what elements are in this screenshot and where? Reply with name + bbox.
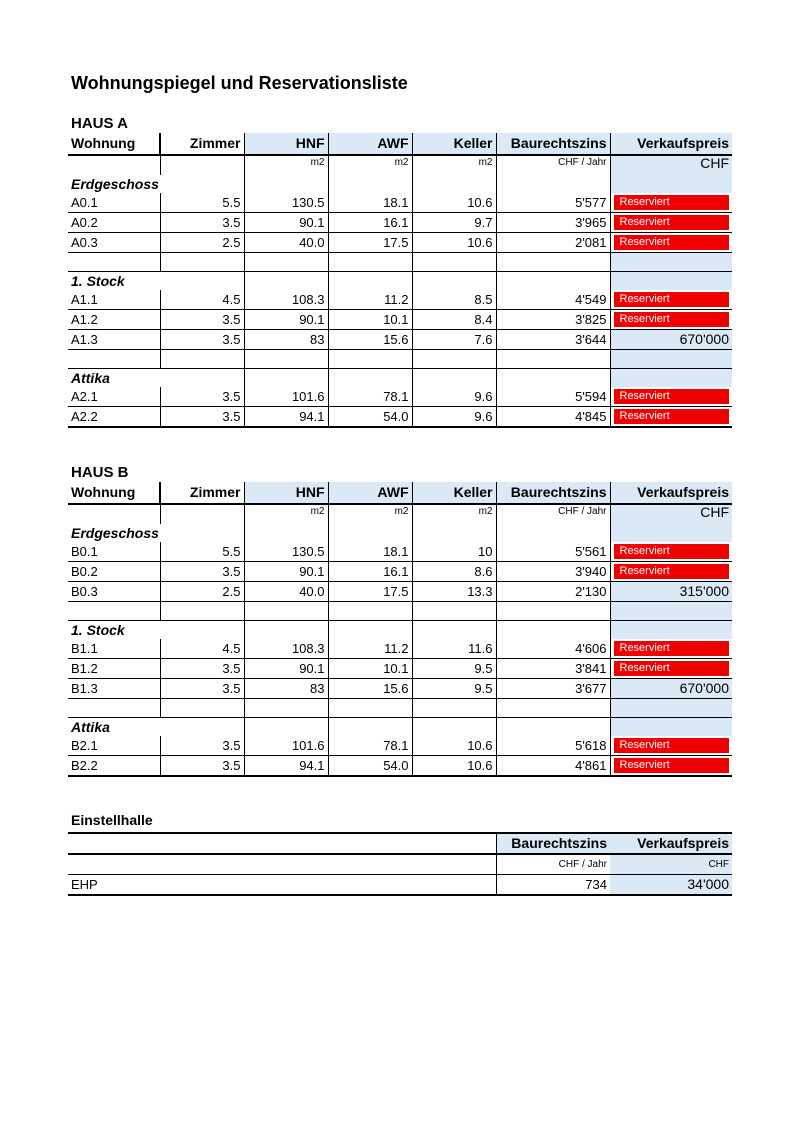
table-header-row <box>68 482 732 504</box>
unit-verkaufspreis: CHF <box>610 155 732 175</box>
section-cell <box>496 621 610 640</box>
section-cell <box>412 621 496 640</box>
cell-hnf: 90.1 <box>244 562 328 582</box>
section-label: 1. Stock <box>71 622 125 638</box>
reserved-badge: Reserviert <box>614 544 730 559</box>
section-cell <box>610 175 732 193</box>
reserved-badge: Reserviert <box>614 661 730 676</box>
section-cell <box>496 524 610 542</box>
einstellhalle-units-blank <box>68 854 496 875</box>
cell-wohnung: A0.2 <box>68 213 160 233</box>
section-cell <box>610 524 732 542</box>
cell-keller: 9.5 <box>412 659 496 679</box>
header-baurechtszins: Baurechtszins <box>496 133 610 155</box>
cell-keller: 10.6 <box>412 736 496 756</box>
table-row <box>68 387 732 407</box>
einstellhalle-unit-verkaufspreis: CHF <box>610 854 732 875</box>
cell-wohnung: B2.1 <box>68 736 160 756</box>
spacer-cell <box>328 253 412 272</box>
section-cell <box>328 621 412 640</box>
cell-verkaufspreis <box>610 193 732 213</box>
cell-zimmer: 3.5 <box>160 659 244 679</box>
cell-baurechtszins: 4'606 <box>496 639 610 659</box>
section-row <box>68 175 732 193</box>
spacer-cell <box>328 350 412 369</box>
table-row <box>68 233 732 253</box>
cell-keller: 11.6 <box>412 639 496 659</box>
unit-awf: m2 <box>328 155 412 175</box>
section-row <box>68 272 732 291</box>
cell-keller: 9.5 <box>412 679 496 699</box>
cell-hnf: 90.1 <box>244 310 328 330</box>
cell-keller: 13.3 <box>412 582 496 602</box>
cell-hnf: 108.3 <box>244 639 328 659</box>
cell-hnf: 90.1 <box>244 659 328 679</box>
header-awf: AWF <box>328 133 412 155</box>
spacer-cell <box>244 350 328 369</box>
einstellhalle-header-verkaufspreis: Verkaufspreis <box>610 833 732 854</box>
cell-awf: 10.1 <box>328 659 412 679</box>
section-cell <box>412 369 496 388</box>
spacer-cell <box>160 350 244 369</box>
section-cell <box>412 175 496 193</box>
cell-awf: 54.0 <box>328 756 412 777</box>
section-cell <box>610 718 732 737</box>
cell-wohnung: B1.2 <box>68 659 160 679</box>
cell-zimmer: 3.5 <box>160 330 244 350</box>
table-row <box>68 310 732 330</box>
cell-zimmer: 4.5 <box>160 639 244 659</box>
section-cell <box>244 524 328 542</box>
reserved-badge: Reserviert <box>614 389 730 404</box>
section-spacer <box>68 699 732 718</box>
cell-hnf: 40.0 <box>244 582 328 602</box>
section-cell <box>328 272 412 291</box>
cell-hnf: 83 <box>244 679 328 699</box>
header-keller: Keller <box>412 133 496 155</box>
cell-awf: 15.6 <box>328 330 412 350</box>
section-cell <box>610 369 732 388</box>
section-cell <box>244 175 328 193</box>
cell-wohnung: A0.1 <box>68 193 160 213</box>
unit-baurechtszins: CHF / Jahr <box>496 504 610 524</box>
table-units-row <box>68 504 732 524</box>
spacer-cell <box>68 602 160 621</box>
cell-zimmer: 4.5 <box>160 290 244 310</box>
unit-blank <box>68 155 160 175</box>
unit-blank <box>160 504 244 524</box>
cell-keller: 9.7 <box>412 213 496 233</box>
table-row <box>68 756 732 777</box>
cell-wohnung: B0.2 <box>68 562 160 582</box>
spacer-cell <box>160 253 244 272</box>
cell-baurechtszins: 5'594 <box>496 387 610 407</box>
einstellhalle-title: Einstellhalle <box>71 812 153 828</box>
table-row <box>68 639 732 659</box>
einstellhalle-header-row <box>68 833 732 854</box>
section-spacer <box>68 253 732 272</box>
section-label: Erdgeschoss <box>71 525 159 541</box>
table-row <box>68 407 732 428</box>
spacer-cell <box>68 699 160 718</box>
cell-hnf: 101.6 <box>244 736 328 756</box>
cell-awf: 17.5 <box>328 582 412 602</box>
house-title: HAUS B <box>71 464 129 481</box>
section-cell <box>610 272 732 291</box>
cell-hnf: 130.5 <box>244 193 328 213</box>
cell-zimmer: 5.5 <box>160 542 244 562</box>
cell-zimmer: 3.5 <box>160 756 244 777</box>
header-zimmer: Zimmer <box>160 133 244 155</box>
cell-verkaufspreis <box>610 310 732 330</box>
cell-keller: 9.6 <box>412 387 496 407</box>
cell-verkaufspreis <box>610 639 732 659</box>
table-header-row <box>68 133 732 155</box>
cell-awf: 18.1 <box>328 193 412 213</box>
cell-verkaufspreis <box>610 387 732 407</box>
section-cell <box>412 718 496 737</box>
einstellhalle-header-baurechtszins: Baurechtszins <box>496 833 610 854</box>
cell-verkaufspreis <box>610 562 732 582</box>
cell-zimmer: 2.5 <box>160 233 244 253</box>
header-awf: AWF <box>328 482 412 504</box>
cell-keller: 10.6 <box>412 756 496 777</box>
table-row <box>68 679 732 699</box>
cell-keller: 8.6 <box>412 562 496 582</box>
cell-wohnung: B1.3 <box>68 679 160 699</box>
reserved-badge: Reserviert <box>614 292 730 307</box>
spacer-cell <box>412 253 496 272</box>
table-row <box>68 290 732 310</box>
cell-zimmer: 3.5 <box>160 679 244 699</box>
einstellhalle-baurechtszins: 734 <box>496 875 610 896</box>
cell-keller: 10.6 <box>412 193 496 213</box>
cell-baurechtszins: 3'644 <box>496 330 610 350</box>
section-row <box>68 369 732 388</box>
cell-baurechtszins: 4'861 <box>496 756 610 777</box>
unit-hnf: m2 <box>244 504 328 524</box>
cell-awf: 11.2 <box>328 639 412 659</box>
apartment-table <box>68 133 732 428</box>
spacer-cell <box>496 253 610 272</box>
einstellhalle-data-row <box>68 875 732 896</box>
cell-baurechtszins: 2'081 <box>496 233 610 253</box>
section-cell <box>328 369 412 388</box>
cell-hnf: 90.1 <box>244 213 328 233</box>
cell-verkaufspreis <box>610 407 732 428</box>
cell-baurechtszins: 3'677 <box>496 679 610 699</box>
header-verkaufspreis: Verkaufspreis <box>610 482 732 504</box>
spacer-cell <box>412 699 496 718</box>
cell-wohnung: A2.1 <box>68 387 160 407</box>
section-spacer <box>68 350 732 369</box>
cell-keller: 7.6 <box>412 330 496 350</box>
page-title: Wohnungspiegel und Reservationsliste <box>71 73 408 93</box>
spacer-cell <box>496 602 610 621</box>
cell-verkaufspreis: 670'000 <box>610 330 732 350</box>
header-verkaufspreis: Verkaufspreis <box>610 133 732 155</box>
cell-keller: 10 <box>412 542 496 562</box>
header-hnf: HNF <box>244 482 328 504</box>
header-hnf: HNF <box>244 133 328 155</box>
cell-baurechtszins: 4'845 <box>496 407 610 428</box>
einstellhalle-header-blank <box>68 833 496 854</box>
spacer-cell <box>160 602 244 621</box>
reserved-badge: Reserviert <box>614 409 730 424</box>
cell-verkaufspreis <box>610 756 732 777</box>
einstellhalle-unit-baurechtszins: CHF / Jahr <box>496 854 610 875</box>
spacer-cell <box>610 350 732 369</box>
table-row <box>68 542 732 562</box>
unit-hnf: m2 <box>244 155 328 175</box>
cell-awf: 16.1 <box>328 213 412 233</box>
unit-keller: m2 <box>412 504 496 524</box>
cell-wohnung: A2.2 <box>68 407 160 428</box>
unit-awf: m2 <box>328 504 412 524</box>
spacer-cell <box>244 253 328 272</box>
cell-wohnung: A0.3 <box>68 233 160 253</box>
reserved-badge: Reserviert <box>614 235 730 250</box>
section-label: Erdgeschoss <box>71 176 159 192</box>
cell-hnf: 40.0 <box>244 233 328 253</box>
section-cell <box>496 175 610 193</box>
table-units-row <box>68 155 732 175</box>
section-cell <box>328 175 412 193</box>
einstellhalle-table <box>68 832 732 896</box>
section-cell <box>496 369 610 388</box>
cell-keller: 8.5 <box>412 290 496 310</box>
cell-baurechtszins: 5'618 <box>496 736 610 756</box>
cell-zimmer: 3.5 <box>160 562 244 582</box>
cell-zimmer: 3.5 <box>160 310 244 330</box>
header-wohnung: Wohnung <box>68 133 160 155</box>
spacer-cell <box>412 602 496 621</box>
spacer-cell <box>328 699 412 718</box>
reserved-badge: Reserviert <box>614 215 730 230</box>
einstellhalle-label: EHP <box>68 875 496 896</box>
reserved-badge: Reserviert <box>614 758 730 773</box>
cell-hnf: 94.1 <box>244 407 328 428</box>
cell-baurechtszins: 4'549 <box>496 290 610 310</box>
cell-baurechtszins: 3'940 <box>496 562 610 582</box>
spacer-cell <box>68 350 160 369</box>
section-cell <box>244 718 328 737</box>
cell-awf: 17.5 <box>328 233 412 253</box>
spacer-cell <box>160 699 244 718</box>
cell-keller: 10.6 <box>412 233 496 253</box>
section-label: Attika <box>71 719 110 735</box>
cell-awf: 10.1 <box>328 310 412 330</box>
cell-keller: 8.4 <box>412 310 496 330</box>
cell-verkaufspreis: 315'000 <box>610 582 732 602</box>
cell-awf: 11.2 <box>328 290 412 310</box>
cell-keller: 9.6 <box>412 407 496 428</box>
cell-zimmer: 5.5 <box>160 193 244 213</box>
spacer-cell <box>328 602 412 621</box>
cell-baurechtszins: 5'577 <box>496 193 610 213</box>
cell-hnf: 108.3 <box>244 290 328 310</box>
cell-baurechtszins: 3'965 <box>496 213 610 233</box>
unit-blank <box>160 155 244 175</box>
spacer-cell <box>244 602 328 621</box>
cell-zimmer: 3.5 <box>160 213 244 233</box>
cell-zimmer: 3.5 <box>160 736 244 756</box>
section-cell <box>496 718 610 737</box>
cell-verkaufspreis <box>610 659 732 679</box>
cell-awf: 16.1 <box>328 562 412 582</box>
cell-baurechtszins: 3'841 <box>496 659 610 679</box>
section-cell <box>610 621 732 640</box>
cell-verkaufspreis <box>610 542 732 562</box>
header-zimmer: Zimmer <box>160 482 244 504</box>
cell-wohnung: A1.2 <box>68 310 160 330</box>
unit-keller: m2 <box>412 155 496 175</box>
table-row <box>68 736 732 756</box>
section-label: 1. Stock <box>71 273 125 289</box>
cell-wohnung: B1.1 <box>68 639 160 659</box>
cell-verkaufspreis <box>610 736 732 756</box>
section-cell <box>328 524 412 542</box>
spacer-cell <box>610 253 732 272</box>
house-title: HAUS A <box>71 115 128 132</box>
cell-hnf: 94.1 <box>244 756 328 777</box>
reserved-badge: Reserviert <box>614 312 730 327</box>
reserved-badge: Reserviert <box>614 641 730 656</box>
cell-wohnung: B0.3 <box>68 582 160 602</box>
cell-hnf: 101.6 <box>244 387 328 407</box>
cell-baurechtszins: 2'130 <box>496 582 610 602</box>
reserved-badge: Reserviert <box>614 738 730 753</box>
header-keller: Keller <box>412 482 496 504</box>
section-cell <box>412 272 496 291</box>
spacer-cell <box>244 699 328 718</box>
cell-wohnung: B0.1 <box>68 542 160 562</box>
section-spacer <box>68 602 732 621</box>
table-row <box>68 659 732 679</box>
unit-baurechtszins: CHF / Jahr <box>496 155 610 175</box>
unit-verkaufspreis: CHF <box>610 504 732 524</box>
spacer-cell <box>68 253 160 272</box>
cell-verkaufspreis: 670'000 <box>610 679 732 699</box>
cell-zimmer: 3.5 <box>160 407 244 428</box>
cell-hnf: 130.5 <box>244 542 328 562</box>
spacer-cell <box>610 602 732 621</box>
cell-zimmer: 3.5 <box>160 387 244 407</box>
table-row <box>68 213 732 233</box>
cell-awf: 15.6 <box>328 679 412 699</box>
spacer-cell <box>496 350 610 369</box>
table-row <box>68 562 732 582</box>
spacer-cell <box>610 699 732 718</box>
cell-baurechtszins: 5'561 <box>496 542 610 562</box>
section-cell <box>412 524 496 542</box>
cell-zimmer: 2.5 <box>160 582 244 602</box>
cell-wohnung: B2.2 <box>68 756 160 777</box>
cell-hnf: 83 <box>244 330 328 350</box>
cell-awf: 18.1 <box>328 542 412 562</box>
table-row <box>68 193 732 213</box>
spacer-cell <box>496 699 610 718</box>
reserved-badge: Reserviert <box>614 195 730 210</box>
unit-blank <box>68 504 160 524</box>
table-row <box>68 582 732 602</box>
header-baurechtszins: Baurechtszins <box>496 482 610 504</box>
section-cell <box>244 621 328 640</box>
cell-wohnung: A1.1 <box>68 290 160 310</box>
section-row <box>68 718 732 737</box>
cell-awf: 78.1 <box>328 387 412 407</box>
section-cell <box>328 718 412 737</box>
reserved-badge: Reserviert <box>614 564 730 579</box>
table-row <box>68 330 732 350</box>
cell-verkaufspreis <box>610 233 732 253</box>
spacer-cell <box>412 350 496 369</box>
section-row <box>68 524 732 542</box>
section-cell <box>496 272 610 291</box>
cell-verkaufspreis <box>610 213 732 233</box>
apartment-table <box>68 482 732 777</box>
cell-awf: 78.1 <box>328 736 412 756</box>
einstellhalle-units-row <box>68 854 732 875</box>
section-cell <box>244 272 328 291</box>
cell-awf: 54.0 <box>328 407 412 428</box>
header-wohnung: Wohnung <box>68 482 160 504</box>
einstellhalle-verkaufspreis: 34'000 <box>610 875 732 896</box>
section-cell <box>244 369 328 388</box>
section-row <box>68 621 732 640</box>
section-label: Attika <box>71 370 110 386</box>
cell-baurechtszins: 3'825 <box>496 310 610 330</box>
cell-wohnung: A1.3 <box>68 330 160 350</box>
cell-verkaufspreis <box>610 290 732 310</box>
